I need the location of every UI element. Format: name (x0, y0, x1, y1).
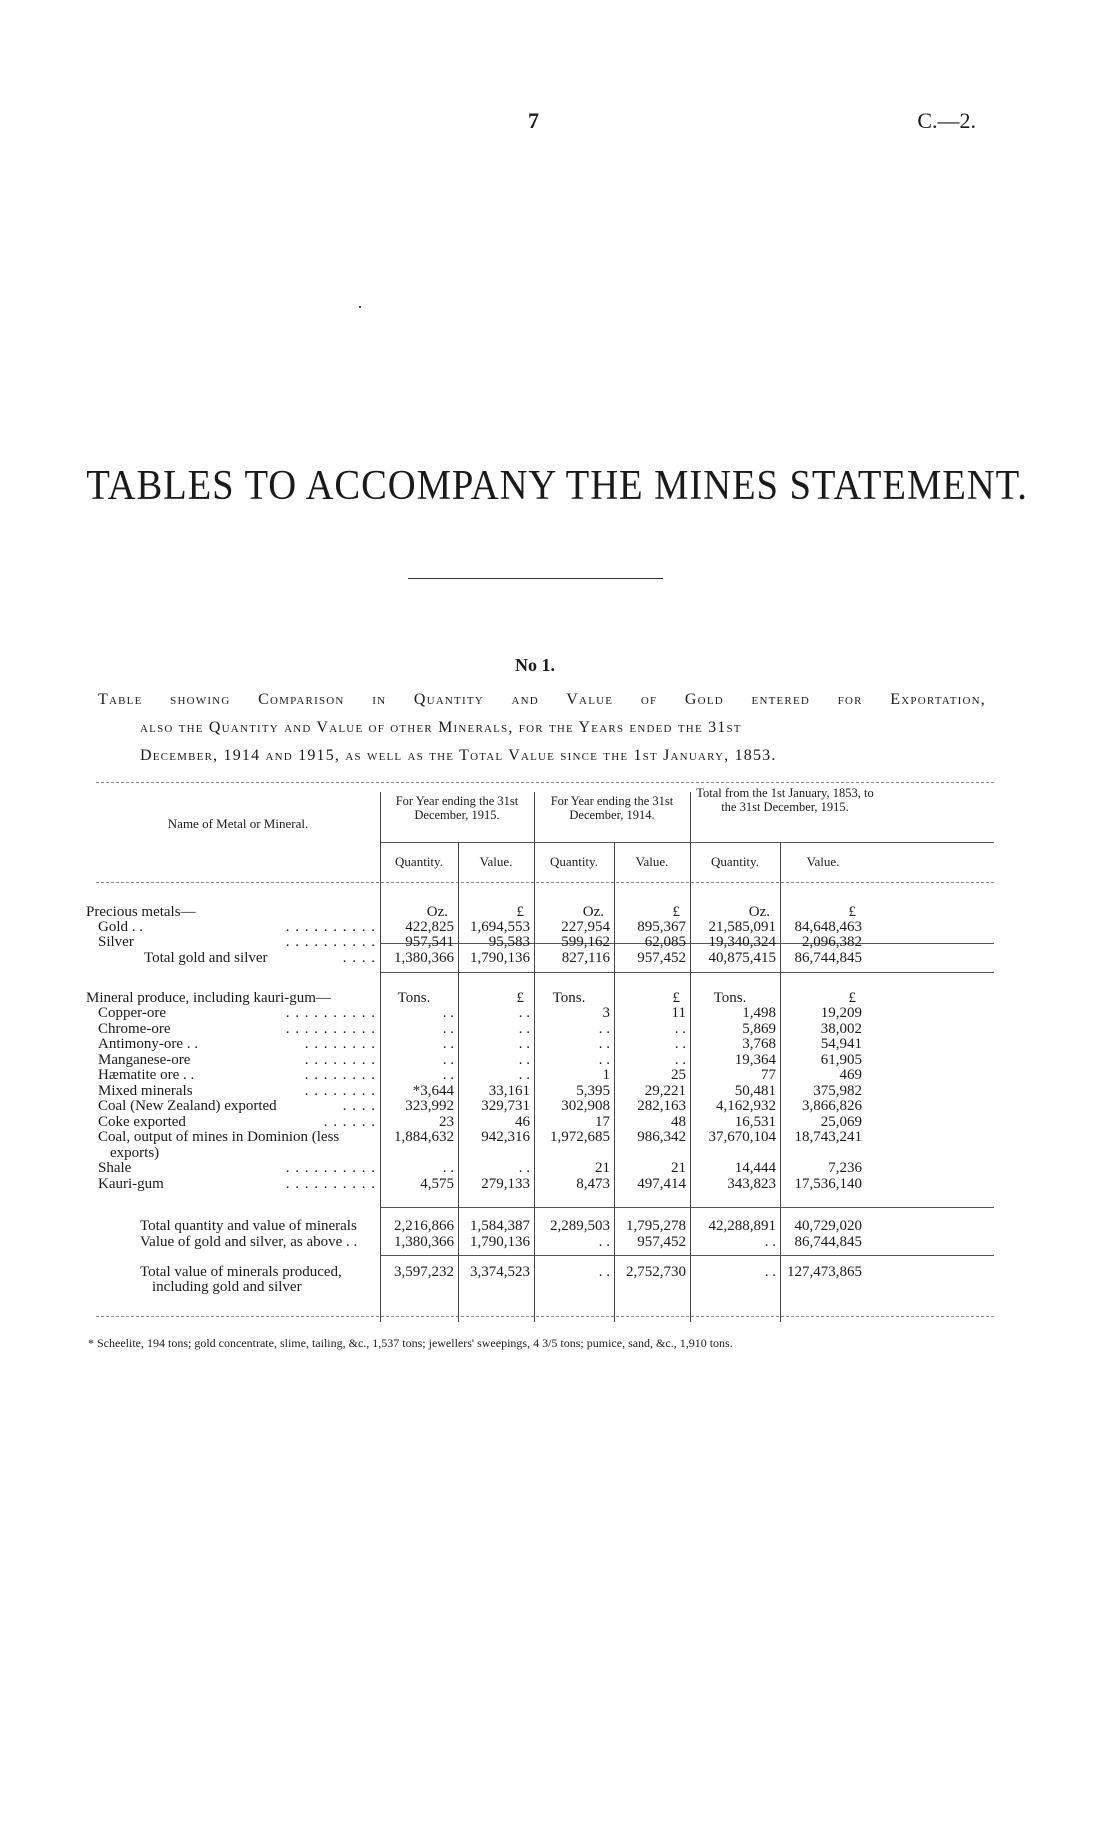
table-number: No 1. (515, 655, 555, 675)
row-label: exports) (110, 1144, 160, 1161)
table-cell-value: . . (674, 1020, 686, 1037)
table-cell-value: . . (598, 1051, 610, 1068)
table-cell-value: . . (442, 1020, 454, 1037)
subheader-rule (380, 842, 994, 843)
table-cell-value: 33,161 (488, 1082, 530, 1099)
table-cell-value: 84,648,463 (794, 919, 862, 935)
table-cell-value: . . (674, 1051, 686, 1068)
table-cell-value: 302,908 (561, 1098, 610, 1114)
total-cell-value: 957,452 (637, 950, 686, 966)
unit-label: Tons. (552, 990, 586, 1006)
table-cell-value: 77 (761, 1067, 776, 1083)
table-cell-value: 38,002 (820, 1020, 862, 1037)
table-cell-value: 19,340,324 (708, 934, 776, 950)
page-number: 7 (528, 108, 539, 133)
table-cell-value: 942,316 (481, 1129, 530, 1145)
table-cell-value: 11 (671, 1005, 686, 1021)
table-cell-value: 29,221 (644, 1082, 686, 1099)
total-cell-value: 1,790,136 (470, 950, 530, 966)
row-label: Gold . . (98, 919, 143, 935)
totals-rule (380, 1255, 994, 1256)
table-cell-value: 19,364 (734, 1051, 776, 1068)
header-bottom-rule (96, 882, 994, 883)
leader-dots: . . . . . . . . . . (285, 1175, 376, 1192)
table-cell-value: 329,731 (481, 1098, 530, 1114)
grand-total-cell-value: 3,597,232 (394, 1264, 454, 1280)
unit-label: £ (672, 904, 680, 920)
page-title: TABLES TO ACCOMPANY THE MINES STATEMENT. (86, 463, 1028, 509)
table-cell-value: . . (518, 1051, 530, 1068)
row-label: Silver (98, 934, 134, 950)
total-cell-value: 827,116 (561, 950, 610, 966)
speck (359, 306, 361, 308)
table-bottom-rule (96, 1316, 994, 1317)
table-cell-value: 1,972,685 (550, 1129, 610, 1145)
leader-dots: . . . . (342, 950, 376, 966)
table-cell-value: 4,162,932 (716, 1098, 776, 1114)
grand-total-cell-value: 2,752,730 (626, 1264, 686, 1280)
row-label: Mixed minerals (98, 1082, 193, 1099)
document-code: C.—2. (917, 108, 976, 133)
value-column-header: Value. (806, 854, 840, 869)
quantity-column-header: Quantity. (711, 854, 759, 869)
unit-label: Tons. (397, 990, 431, 1006)
table-cell-value: 1,884,632 (394, 1129, 454, 1145)
table-cell-value: 227,954 (561, 919, 610, 935)
leader-dots: . . . . . . . . . . (285, 919, 376, 935)
table-cell-value: 599,162 (561, 934, 610, 950)
table-cell-value: . . (518, 1005, 530, 1021)
table-cell-value: 957,541 (405, 934, 454, 950)
unit-label: £ (848, 904, 856, 920)
unit-label: Tons. (713, 990, 747, 1006)
leader-dots: . . . . . . . . . . (285, 1005, 376, 1021)
table-cell-value: . . (442, 1005, 454, 1021)
group-1915-header: For Year ending the 31st December, 1915. (395, 794, 519, 822)
total-cell-value: 42,288,891 (708, 1218, 776, 1234)
section-heading: Mineral produce, including kauri-gum— (86, 990, 331, 1006)
table-cell-value: 18,743,241 (794, 1129, 862, 1145)
description-line-1: Table showing Comparison in Quantity and Value of Gold entered for Exportation, (98, 691, 986, 708)
total-cell-value: 2,216,866 (394, 1218, 454, 1234)
leader-dots: . . . . . . . . . . (285, 1160, 376, 1176)
total-cell-value: 1,380,366 (394, 1234, 454, 1250)
name-column-header: Name of Metal or Mineral. (167, 816, 309, 831)
minerals-table (86, 782, 994, 1322)
table-cell-value: 46 (515, 1113, 530, 1130)
table-cell-value: 279,133 (481, 1175, 530, 1192)
table-cell-value: 3 (602, 1005, 610, 1021)
group-total-header: Total from the 1st January, 1853, to the 31st December, 1915. (696, 786, 874, 814)
table-cell-value: . . (518, 1020, 530, 1037)
total-cell-value: 40,729,020 (794, 1218, 862, 1234)
row-label: Chrome-ore (98, 1020, 171, 1037)
table-cell-value: 986,342 (637, 1129, 686, 1145)
unit-label: Oz. (426, 904, 448, 920)
total-cell-value: 86,744,845 (794, 950, 862, 966)
grand-total-cell-value: . . (598, 1264, 610, 1280)
table-cell-value: 48 (671, 1113, 686, 1130)
grand-total-cell-value: 127,473,865 (787, 1264, 862, 1280)
table-cell-value: 1 (602, 1067, 610, 1083)
table-cell-value: 62,085 (644, 934, 686, 950)
table-cell-value: 17,536,140 (794, 1175, 862, 1192)
table-cell-value: 50,481 (734, 1082, 776, 1099)
unit-label: £ (848, 990, 856, 1006)
table-cell-value: 19,209 (820, 1005, 862, 1021)
table-cell-value: 3,768 (742, 1036, 776, 1052)
table-cell-value: 8,473 (576, 1175, 610, 1192)
table-top-rule (96, 782, 994, 783)
table-cell-value: . . (442, 1036, 454, 1052)
table-cell-value: 21 (595, 1160, 610, 1176)
leader-dots: . . . . . . . . . . (285, 1020, 376, 1037)
table-cell-value: . . (442, 1160, 454, 1176)
table-cell-value: 3,866,826 (802, 1098, 862, 1114)
table-cell-value: . . (598, 1036, 610, 1052)
table-cell-value: 375,982 (813, 1082, 862, 1099)
leader-dots: . . . . . . (323, 1113, 376, 1130)
table-cell-value: 282,163 (637, 1098, 686, 1114)
table-cell-value: . . (518, 1160, 530, 1176)
grand-total-cell-value: 3,374,523 (470, 1264, 530, 1280)
total-cell-value: 1,795,278 (626, 1218, 686, 1234)
total-cell-value: 86,744,845 (794, 1234, 862, 1250)
table-cell-value: 16,531 (734, 1113, 776, 1130)
table-cell-value: 95,583 (488, 934, 530, 950)
row-label: Coal, output of mines in Dominion (less (98, 1129, 340, 1145)
quantity-column-header: Quantity. (550, 854, 598, 869)
table-cell-value: 25 (671, 1067, 686, 1083)
table-cell-value: . . (674, 1036, 686, 1052)
table-cell-value: 497,414 (637, 1175, 686, 1192)
footnote: * Scheelite, 194 tons; gold concentrate, slime, tailing, &c., 1,537 tons; jewellers' sweepings, 4 3/5 tons; pumice, sand, &c., 1,910 tons. (88, 1336, 733, 1350)
table-cell-value: 1,498 (742, 1005, 776, 1021)
precious-total-rule (380, 972, 994, 973)
table-cell-value: . . (518, 1036, 530, 1052)
row-label: Antimony-ore . . (98, 1036, 198, 1052)
row-label: Kauri-gum (98, 1175, 164, 1192)
leader-dots: . . . . . . . . (304, 1036, 376, 1052)
table-cell-value: 5,869 (742, 1020, 776, 1037)
unit-label: £ (516, 904, 524, 920)
unit-label: £ (672, 990, 680, 1006)
table-description (98, 686, 986, 770)
table-cell-value: . . (598, 1020, 610, 1037)
table-cell-value: 23 (439, 1113, 454, 1130)
description-line-2: also the Quantity and Value of other Minerals, for the Years ended the 31st (140, 719, 742, 736)
table-cell-value: 323,992 (405, 1098, 454, 1114)
row-label: Copper-ore (98, 1005, 167, 1021)
table-cell-value: . . (442, 1067, 454, 1083)
table-cell-value: 4,575 (420, 1175, 454, 1192)
total-cell-value: 2,289,503 (550, 1218, 610, 1234)
section-heading: Precious metals— (86, 904, 196, 920)
grand-total-cell-value: . . (764, 1264, 776, 1280)
table-cell-value: 14,444 (734, 1160, 776, 1176)
leader-dots: . . . . . . . . (304, 1051, 376, 1068)
row-label: Total gold and silver (144, 950, 268, 966)
quantity-column-header: Quantity. (395, 854, 443, 869)
total-cell-value: . . (764, 1234, 776, 1250)
row-label: Total quantity and value of minerals (140, 1218, 357, 1234)
leader-dots: . . . . . . . . . . (285, 934, 376, 950)
table-cell-value: 17 (595, 1113, 610, 1130)
title-rule (408, 578, 663, 579)
total-cell-value: 1,380,366 (394, 950, 454, 966)
table-cell-value: 54,941 (820, 1036, 862, 1052)
table-cell-value: 1,694,553 (470, 919, 530, 935)
unit-label: Oz. (748, 904, 770, 920)
table-cell-value: 61,905 (820, 1051, 862, 1068)
unit-label: Oz. (582, 904, 604, 920)
total-cell-value: 1,790,136 (470, 1234, 530, 1250)
description-line-3: December, 1914 and 1915, as well as the Total Value since the 1st January, 1853. (140, 747, 777, 764)
row-label: Shale (98, 1160, 132, 1176)
minerals-sum-rule (380, 1207, 994, 1208)
table-cell-value: 25,069 (820, 1113, 862, 1130)
table-cell-value: 469 (839, 1067, 862, 1083)
table-cell-value: *3,644 (412, 1082, 454, 1099)
row-label: Hæmatite ore . . (98, 1067, 195, 1083)
row-label: Coke exported (98, 1113, 186, 1130)
table-cell-value: 343,823 (727, 1175, 776, 1192)
total-cell-value: 957,452 (637, 1234, 686, 1250)
value-column-header: Value. (479, 854, 513, 869)
table-cell-value: 21 (671, 1160, 686, 1176)
row-label: Total value of minerals produced, (140, 1264, 342, 1280)
table-cell-value: 37,670,104 (708, 1129, 776, 1145)
row-label: Manganese-ore (98, 1051, 191, 1068)
total-cell-value: 1,584,387 (470, 1218, 530, 1234)
unit-label: £ (516, 990, 524, 1006)
row-label: including gold and silver (152, 1279, 302, 1295)
table-cell-value: 21,585,091 (708, 919, 776, 935)
table-cell-value: 2,096,382 (802, 934, 862, 950)
total-cell-value: . . (598, 1234, 610, 1250)
value-column-header: Value. (635, 854, 669, 869)
row-label: Coal (New Zealand) exported (98, 1098, 277, 1114)
table-cell-value: 5,395 (576, 1082, 610, 1099)
table-cell-value: . . (518, 1067, 530, 1083)
leader-dots: . . . . . . . . (304, 1082, 376, 1099)
table-cell-value: 7,236 (828, 1160, 862, 1176)
leader-dots: . . . . . . . . (304, 1067, 376, 1083)
leader-dots: . . . . (342, 1098, 376, 1114)
group-1914-header: For Year ending the 31st December, 1914. (550, 794, 674, 822)
table-cell-value: . . (442, 1051, 454, 1068)
row-label: Value of gold and silver, as above . . (140, 1234, 358, 1250)
total-cell-value: 40,875,415 (708, 950, 776, 966)
table-cell-value: 895,367 (637, 919, 686, 935)
table-cell-value: 422,825 (405, 919, 454, 935)
